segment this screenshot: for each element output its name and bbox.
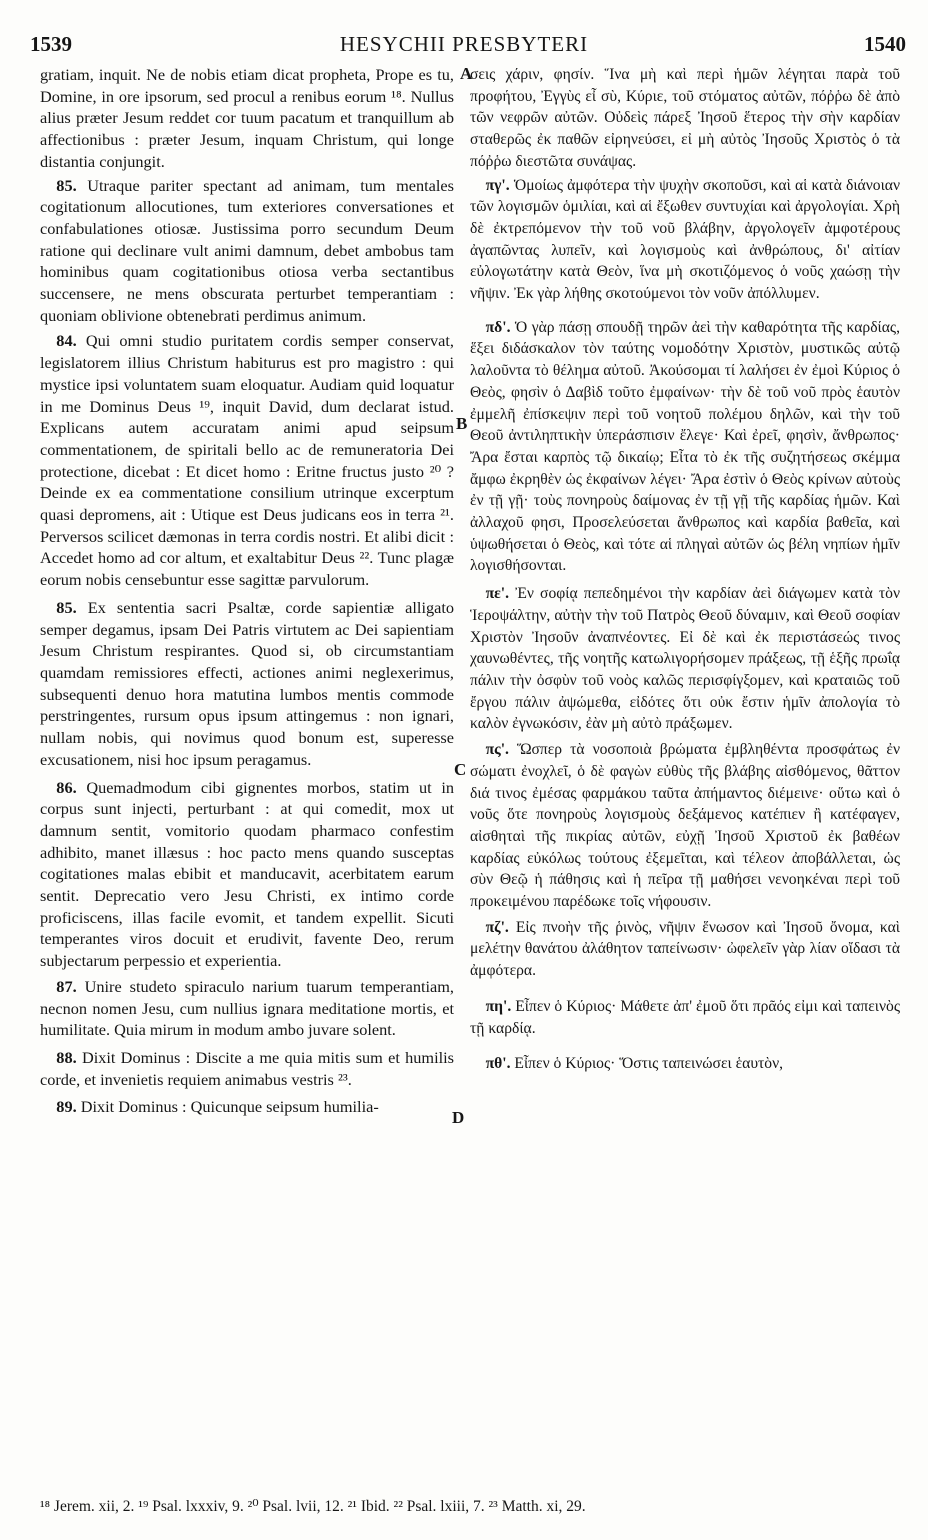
- latin-paragraph: 85. Ex sententia sacri Psaltæ, corde sapientiæ alligato semper degamus, ipsam Dei Patris virtutem ac Dei sapientiam Jesum Christum respirantes. Quod si, ob circumstantiam quamdam remissiores effecti, actiones animi neglexerimus, subsequenti denuo hora matutina lumbos mentis commode perstringentes, rursum opus ipsum attingemus : non ignari, nullam nobis, qui novimus quod bonum est, superesse excusationem, nisi hoc ipsum peragamus.: [40, 597, 455, 769]
- greek-paragraph: πη'. Εἶπεν ὁ Κύριος· Μάθετε ἀπ' ἐμοῦ ὅτι πρᾶός εἰμι καὶ ταπεινὸς τῇ καρδίᾳ.: [470, 997, 900, 1037]
- latin-paragraph: 87. Unire studeto spiraculo narium tuarum temperantiam, necnon nomen Jesu, cum nullius ignara meditatione mortis, et humilitate. Quia mirum in modum ambo juvare solent.: [40, 976, 454, 1040]
- latin-paragraph: 86. Quemadmodum cibi gignentes morbos, statim ut in corpus sunt injecti, perturbant : at qui comedit, mox ut damnum sentit, vomitorio quodam pharmaco confestim adhibito, manet illæsus : hoc pacto mens quando susceptas cogitationes malas ebibit et manducavit, acerbitatem earum sentit. Deprecatio vero Jesu Christi, ex intimo corde proficiscens, illas facile evomit, et tandem expellit. Sicuti temperantes viros docuit et erudivit, favente Deo, rerum subjectarum perpessio et experientia.: [40, 777, 454, 971]
- latin-paragraph: gratiam, inquit. Ne de nobis etiam dicat propheta, Prope es tu, Domine, in ore ipsorum, sed procul a renibus eorum ¹⁸. Nullus alius præter Jesum reddet cor tuum pacatum et tranquillum ab affectionibus : præter Jesum, inquam Christum, qui longe distantia conjungit.: [40, 65, 454, 171]
- page-number-left: 1539: [30, 32, 72, 56]
- greek-column: [470, 64, 900, 1075]
- footnotes: ¹⁸ Jerem. xii, 2. ¹⁹ Psal. lxxxiv, 9. ²⁰ Psal. lvii, 12. ²¹ Ibid. ²² Psal. lxiii, 7. ²³ Matth. xi, 29.: [40, 1498, 586, 1515]
- running-title: HESYCHII PRESBYTERI: [339, 32, 589, 56]
- page-number-right: 1540: [864, 32, 906, 56]
- margin-letter-d: D: [452, 1108, 465, 1127]
- latin-paragraph: 88. Dixit Dominus : Discite a me quia mitis sum et humilis corde, et invenietis requiem animabus vestris ²³.: [40, 1047, 454, 1089]
- greek-paragraph: σεις χάριν, φησίν. Ἵνα μὴ καὶ περὶ ἡμῶν λέγηται παρὰ τοῦ προφήτου, Ἐγγὺς εἶ σὺ, Κύριε, τοῦ στόματος αὐτῶν, πόῤῥω δὲ ἀπὸ τῶν νεφρῶν αὐτῶν. Οὐδεὶς πάρεξ Ἰησοῦ ἕτερος τὴν σὴν καρδίαν σταθερῶς ἐκ παθῶν εἰρηνεύσει, εἰ μὴ αὐτὸς Ἰησοῦς Χριστὸς ὁ τὰ πόῤῥω διεστῶτα συνάψας.: [470, 66, 900, 170]
- greek-paragraph: πζ'. Εἰς πνοὴν τῆς ῥινὸς, νῆψιν ἕνωσον καὶ Ἰησοῦ ὄνομα, καὶ μελέτην θανάτου ἀλάθητον ταπείνωσιν· ὠφελεῖν γὰρ λίαν οἴδασι τὰ ἀμφότερα.: [470, 918, 901, 980]
- greek-paragraph: πς'. Ὥσπερ τὰ νοσοποιὰ βρώματα ἐμβληθέντα προσφάτως ἐν σώματι ἐνοχλεῖ, ὁ δὲ φαγὼν εὐθὺς τῆς βλάβης αἰσθόμενος, θᾶττον διά τινος ἐμέσας φαρμάκου ταῦτα ἀπήμαντος διέμεινε· οὕτω καὶ ὁ νοῦς ὅτε πονηροὺς λογισμοὺς δεξάμενος κατέπιεν ἢ κατέφαγεν, αἰσθηταὶ τῆς πικρίας αὐτῶν, εὐχῇ Ἰησοῦ Χριστοῦ ἐκ βαθέων καρδίας εὐκόλως τούτους ἐξεμεῖται, καὶ τέλεον ἀποβάλλεται, ὡς σὺν Θεῷ ἡ πάθησις καὶ ἡ πεῖρα τῇ μαθήσει νενοηκέναι περὶ τοῦ προκειμένου παρέδωκε τοῖς νήφουσιν.: [470, 741, 900, 911]
- greek-paragraph: πδ'. Ὁ γὰρ πάσῃ σπουδῇ τηρῶν ἀεὶ τὴν καθαρότητα τῆς καρδίας, ἕξει διδάσκαλον τὸν ταύτης νομοδότην Χριστὸν, μυστικῶς αὐτῷ λαλοῦντα τὸ θέλημα αὐτοῦ. Ἀκούσομαι τί λαλήσει ἐν ἐμοὶ Κύριος ὁ Θεὸς, φησὶν ὁ Δαβὶδ τοῦτο ἐμφαίνων· τὴν δὲ τοῦ νοῦ πρὸς ἑαυτὸν ἐμμελῆ ἐπίσκεψιν περὶ τοῦ νοητοῦ πολέμου δηλῶν, καὶ τὴν τοῦ Θεοῦ ἀντιληπτικὴν ὑπεράσπισιν ἔλεγε· Καὶ ἐρεῖ, φησὶν, ἄνθρωπος· Ἄρα ἔσται καρπὸς τῷ δικαίῳ; Εἶτα τὸ ἐκ τῆς συζητήσεως σκέμμα ἄμφω ἐκρηθὲν ὡς ἐκφαίνων λέγει· Ἄρα ἐστὶν ὁ Θεὸς κρίνων αὐτοὺς ἐν τῇ γῇ· τοὺς πονηροὺς δαίμονας ἐν τῇ γῇ τῆς καρδίας ἡμῶν. Καὶ ἀλλαχοῦ φησι, Προσελεύσεται ἄνθρωπος καὶ καρδία βαθεῖα, καὶ ὑψωθήσεται ὁ Θεὸς, καὶ τότε αἱ πληγαὶ αὐτῶν ὡς βέλη νηπίων ἡμῖν λογισθήσονται.: [470, 318, 900, 575]
- latin-paragraph: 84. Qui omni studio puritatem cordis semper conservat, legislatorem illius Christum habiturus est pro magistro : qui mystice ipsi voluntatem suam eloquatur. Audiam quid loquatur in me Dominus Deus ¹⁹, inquit David, dum declarat istud. Explicans autem accuratam animi apud seipsum commentationem, de spiritali bello ac de remuneratoria Dei protectione, dicebat : Et dicet homo : Eritne fructus justo ²⁰ ? Deinde ex ea commentatione consilium utrinque excerptum quasi depromens, ait : Utique est Deus judicans eos in terra ²¹. Perversos scilicet dæmonas in terra cordis nostri. Et alibi dicit : Accedet homo ad cor altum, et exaltabitur Deus ²². Tunc plagæ eorum nobis censebuntur esse sagittæ parvulorum.: [40, 331, 455, 590]
- latin-paragraph: 89. Dixit Dominus : Quicunque seipsum humilia-: [56, 1097, 379, 1117]
- margin-letter-c: C: [454, 760, 467, 779]
- margin-letter-b: B: [456, 414, 468, 433]
- latin-paragraph: 85. Utraque pariter spectant ad animam, tum mentales cogitationum allocutiones, tum exteriores conversationes et confabulationes otiosæ. Justissima porro secundum Deum ratione qui declinare vult animi damnum, debet ambobus tam hominibus quam cogitationibus otiosa verba sectantibus succensere, ne mens obscurata perturbet temperantiam : quoniam oblivione obtenebrati perdimus animum.: [40, 175, 454, 325]
- latin-column: [40, 64, 454, 1118]
- page-header: [30, 32, 906, 62]
- greek-paragraph: πγ'. Ὁμοίως ἀμφότερα τὴν ψυχὴν σκοποῦσι, καὶ αἱ κατὰ διάνοιαν τῶν λογισμῶν ὁμιλίαι, καὶ αἱ ἔξωθεν συντυχίαι καὶ ἀργολογίαι. Χρὴ δὲ ἐκτρεπόμενον τὴν τοῦ νοῦ βλάβην, ἀργολογεῖν ἀμφοτέρους ἀγαπῶντας λυπεῖν, καὶ λογισμοὺς καὶ ἀνθρώπους, δι' αἰτίαν εὐλογωτάτην κατὰ Θεὸν, ἵνα μὴ σκοτιζόμενος ὁ νοῦς χαώσῃ τὴν νῆψιν. Ἐκ γὰρ λήθης σκοτούμενοι τὸν νοῦν ἀπόλλυμεν.: [470, 176, 900, 303]
- greek-paragraph: πθ'. Εἶπεν ὁ Κύριος· Ὅστις ταπεινώσει ἑαυτὸν,: [485, 1055, 784, 1073]
- margin-letter-a: A: [460, 64, 473, 83]
- greek-paragraph: πε'. Ἐν σοφίᾳ πεπεδημένοι τὴν καρδίαν ἀεὶ διάγωμεν κατὰ τὸν Ἱεροψάλτην, αὐτὴν τὴν τοῦ Πατρὸς Θεοῦ δύναμιν, καὶ Θεοῦ σοφίαν Χριστὸν Ἰησοῦν ἀναπνέοντες. Εἰ δὲ καὶ ἐκ περιστάσεώς τινος χαυνωθέντες, τῆς νοητῆς κατωλιγορήσομεν πράξεως, τῇ ἑξῆς πρωΐᾳ πάλιν τὴν ὀσφὺν τοῦ νοὸς καλῶς περισφίγξομεν, καὶ κραταιῶς τοῦ ἔργου πάλιν ἀψώμεθα, εἰδότες ὅτι οὐκ ἔστιν ἡμῖν ἀπολογία τὸ καλὸν ἐγνωκόσιν, ἐὰν μὴ αὐτὸ πράξωμεν.: [470, 585, 901, 733]
